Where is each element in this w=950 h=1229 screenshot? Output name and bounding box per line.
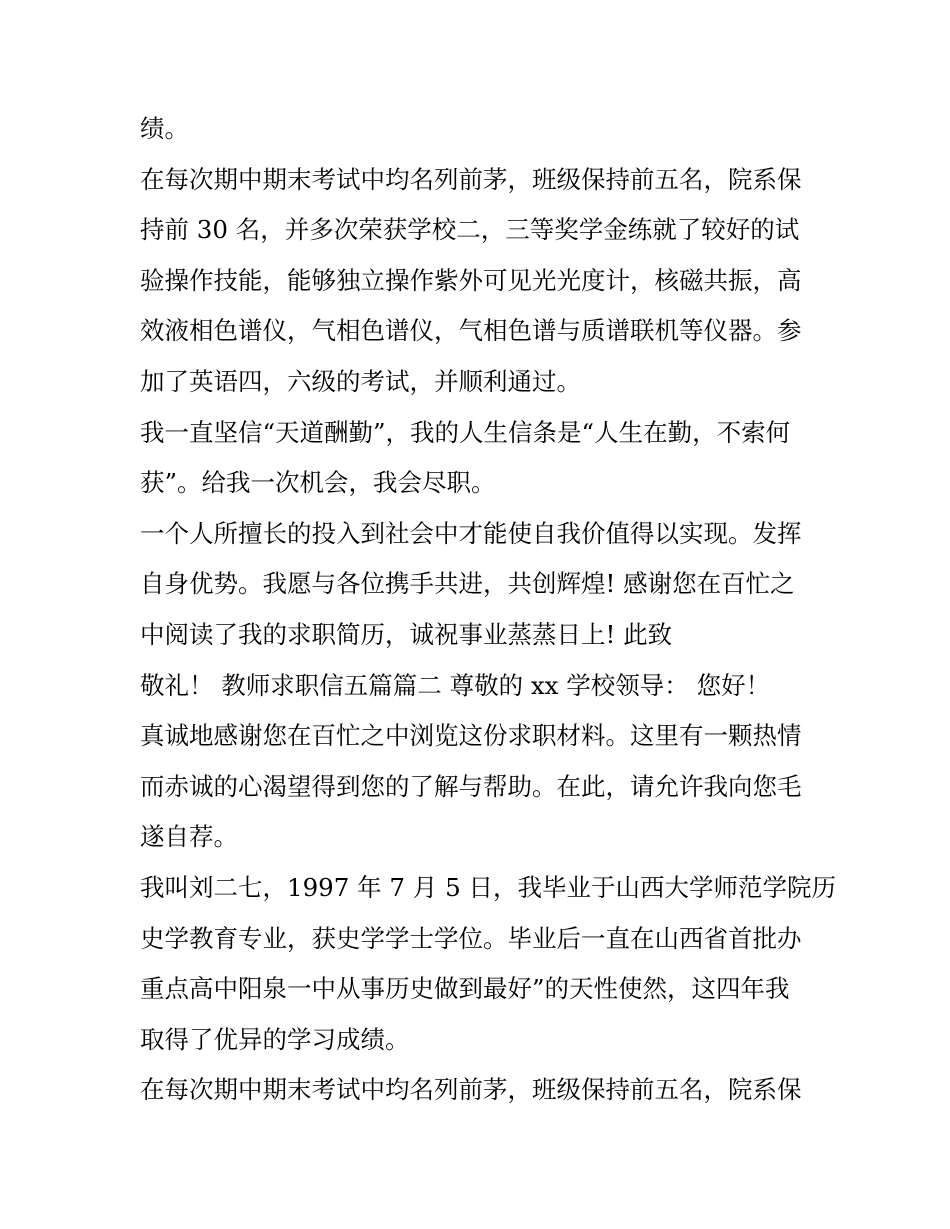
text-line: 一个人所擅长的投入到社会中才能使自我价值得以实现。发挥 xyxy=(140,518,802,548)
text-line: 我叫刘二七，1997 年 7 月 5 日，我毕业于山西大学师范学院历 xyxy=(140,872,836,902)
text-line: 效液相色谱仪，气相色谱仪，气相色谱与质谱联机等仪器。参 xyxy=(140,316,802,346)
text-line: 而赤诚的心渴望得到您的了解与帮助。在此，请允许我向您毛 xyxy=(140,771,802,801)
text-line: 在每次期中期末考试中均名列前茅，班级保持前五名，院系保 xyxy=(140,164,802,194)
text-line: 中阅读了我的求职简历，诚祝事业蒸蒸日上! 此致 xyxy=(140,619,673,649)
text-line: 在每次期中期末考试中均名列前茅，班级保持前五名，院系保 xyxy=(140,1075,802,1105)
text-line: 加了英语四，六级的考试，并顺利通过。 xyxy=(140,366,581,396)
text-line: 绩。 xyxy=(140,114,189,143)
text-line: 自身优势。我愿与各位携手共进，共创辉煌! 感谢您在百忙之 xyxy=(140,569,795,599)
text-line: 史学教育专业，获史学学士学位。毕业后一直在山西省首批办 xyxy=(140,923,802,953)
text-line: 敬礼！ 教师求职信五篇篇二 尊敬的 xx 学校领导： 您好！ xyxy=(140,670,771,700)
text-line: 重点高中阳泉一中从事历史做到最好”的天性使然，这四年我 xyxy=(140,974,790,1004)
text-line: 真诚地感谢您在百忙之中浏览这份求职材料。这里有一颗热情 xyxy=(140,721,802,751)
text-line: 验操作技能，能够独立操作紫外可见光光度计，核磁共振，高 xyxy=(140,265,802,295)
text-line: 持前 30 名，并多次荣获学校二，三等奖学金练就了较好的试 xyxy=(140,215,800,245)
text-line: 我一直坚信“天道酬勤”，我的人生信条是“人生在勤，不索何 xyxy=(140,417,791,447)
document-body xyxy=(140,104,836,1116)
text-line: 取得了优异的学习成绩。 xyxy=(140,1024,410,1054)
text-line: 遂自荐。 xyxy=(140,822,238,852)
text-line: 获”。给我一次机会，我会尽职。 xyxy=(140,468,496,498)
